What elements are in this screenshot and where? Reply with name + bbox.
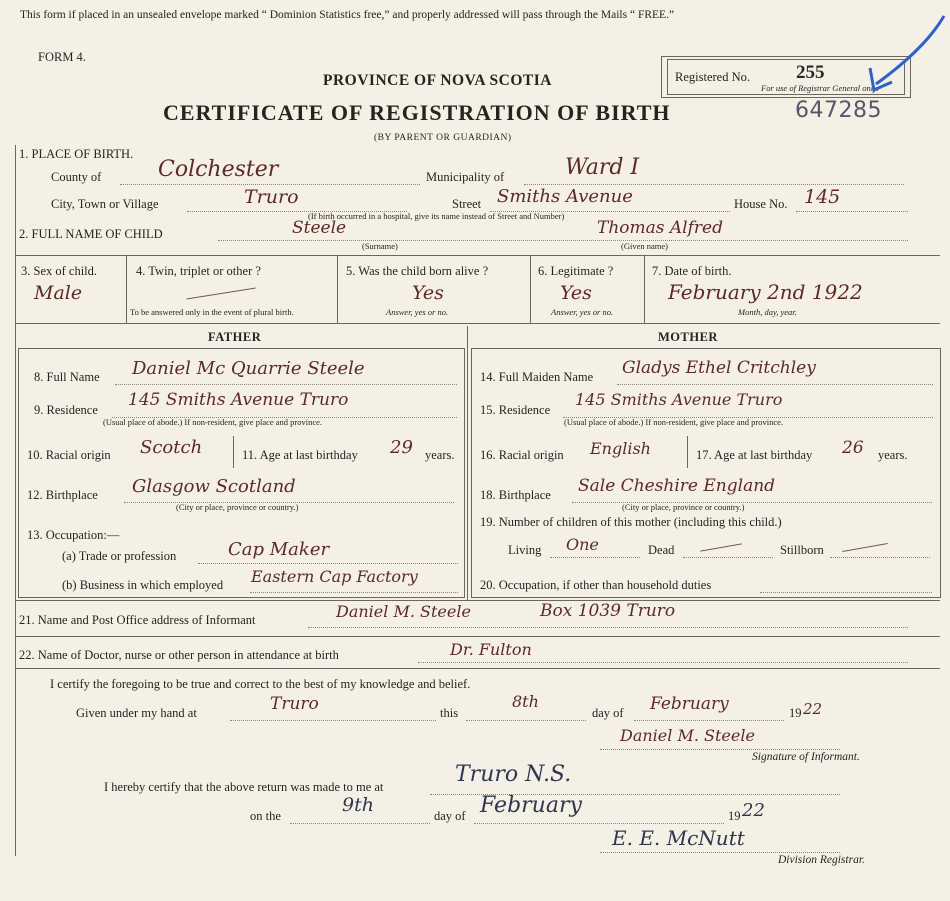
mother-occupation-label: 20. Occupation, if other than household duties <box>480 578 712 592</box>
hospital-note: (If birth occurred in a hospital, give its name instead of Street and Number) <box>308 211 565 221</box>
given-day: 8th <box>512 692 539 711</box>
twin-label: 4. Twin, triplet or other ? <box>136 264 261 278</box>
informant-name: Daniel M. Steele <box>336 602 471 621</box>
rule-after-name <box>15 255 940 256</box>
mother-birthplace: Sale Cheshire England <box>578 476 776 496</box>
trade-value: Cap Maker <box>228 539 330 560</box>
doctor-label: 22. Name of Doctor, nurse or other person in attendance at birth <box>19 648 339 662</box>
city-label: City, Town or Village <box>51 197 159 211</box>
place-of-birth-label: 1. PLACE OF BIRTH. <box>19 147 134 161</box>
registrar-month: February <box>480 793 582 818</box>
living-value: One <box>566 535 599 554</box>
given-year: 22 <box>803 700 823 718</box>
given-caption: (Given name) <box>621 241 668 251</box>
surname-caption: (Surname) <box>362 241 398 251</box>
date-caption: Month, day, year. <box>738 307 797 317</box>
mother-birthplace-note: (City or place, province or country.) <box>622 502 745 512</box>
rule-after-doctor <box>15 668 940 669</box>
given-place: Truro <box>270 694 319 714</box>
registrar-day-of-label: day of <box>434 809 466 823</box>
registrar-signature: E. E. McNutt <box>612 826 745 850</box>
street-value: Smiths Avenue <box>497 186 633 207</box>
date-value: February 2nd 1922 <box>668 280 863 304</box>
doctor-name: Dr. Fulton <box>450 640 532 659</box>
twin-note: To be answered only in the event of plural birth. <box>130 307 294 317</box>
business-label: (b) Business in which employed <box>62 578 224 592</box>
registered-no-label: Registered No. <box>675 70 750 84</box>
father-birthplace-note: (City or place, province or country.) <box>176 502 299 512</box>
given-label: Given under my hand at <box>76 706 197 720</box>
alive-value: Yes <box>412 282 444 304</box>
mother-racial: English <box>590 439 651 458</box>
informant-label: 21. Name and Post Office address of Informant <box>19 613 256 627</box>
father-birthplace-label: 12. Birthplace <box>27 488 98 502</box>
certify-statement: I certify the foregoing to be true and correct to the best of my knowledge and belief. <box>50 677 471 691</box>
municipality-label: Municipality of <box>426 170 505 184</box>
street-label: Street <box>452 197 482 211</box>
mother-age: 26 <box>842 438 864 458</box>
on-label: on the <box>250 809 281 823</box>
certificate-subtitle: (BY PARENT OR GUARDIAN) <box>374 133 512 143</box>
father-years: years. <box>425 448 455 462</box>
mother-age-label: 17. Age at last birthday <box>696 448 813 462</box>
father-residence-label: 9. Residence <box>34 403 98 417</box>
registrar-year-prefix: 19 <box>728 809 741 823</box>
registrar-day: 9th <box>342 794 374 816</box>
registrar-year: 22 <box>742 800 765 821</box>
sex-value: Male <box>34 282 83 304</box>
twin-dash <box>186 288 255 300</box>
form-number: FORM 4. <box>38 50 86 64</box>
rule-after-parents <box>15 600 940 601</box>
date-label: 7. Date of birth. <box>652 264 732 278</box>
registrar-only-note: For use of Registrar General only. <box>761 83 879 93</box>
sex-label: 3. Sex of child. <box>21 264 98 278</box>
this-label: this <box>440 706 459 720</box>
alive-label: 5. Was the child born alive ? <box>346 264 489 278</box>
alive-caption: Answer, yes or no. <box>386 307 449 317</box>
registered-number: 255 <box>796 62 825 83</box>
registrar-signature-caption: Division Registrar. <box>778 854 865 866</box>
stamped-number: 647285 <box>795 98 882 123</box>
informant-signature-caption: Signature of Informant. <box>752 751 860 763</box>
father-name: Daniel Mc Quarrie Steele <box>132 358 365 379</box>
municipality-value: Ward I <box>565 155 640 180</box>
living-label: Living <box>508 543 542 557</box>
county-label: County of <box>51 170 102 184</box>
business-value: Eastern Cap Factory <box>251 567 418 586</box>
mail-notice: This form if placed in an unsealed envelope marked “ Dominion Statistics free,” and properly addressed will pass through the Mails “ FREE.” <box>20 9 675 21</box>
children-count-label: 19. Number of children of this mother (including this child.) <box>480 515 782 529</box>
city-value: Truro <box>244 186 299 208</box>
legitimate-value: Yes <box>560 282 592 304</box>
province-heading: PROVINCE OF NOVA SCOTIA <box>323 72 552 89</box>
frame-left <box>15 145 16 856</box>
father-racial-label: 10. Racial origin <box>27 448 111 462</box>
county-value: Colchester <box>158 157 279 182</box>
given-year-prefix: 19 <box>789 706 802 720</box>
given-day-of-label: day of <box>592 706 624 720</box>
legitimate-caption: Answer, yes or no. <box>551 307 614 317</box>
mother-residence-label: 15. Residence <box>480 403 551 417</box>
informant-address: Box 1039 Truro <box>540 601 676 621</box>
father-age-label: 11. Age at last birthday <box>242 448 358 462</box>
mother-residence: 145 Smiths Avenue Truro <box>575 390 783 409</box>
mother-birthplace-label: 18. Birthplace <box>480 488 551 502</box>
given-month: February <box>650 694 729 714</box>
house-label: House No. <box>734 197 788 211</box>
house-value: 145 <box>804 186 841 208</box>
registrar-place: Truro N.S. <box>455 762 572 787</box>
mother-heading: MOTHER <box>658 330 718 344</box>
child-name-label: 2. FULL NAME OF CHILD <box>19 227 163 241</box>
stillborn-label: Stillborn <box>780 543 824 557</box>
mother-name-label: 14. Full Maiden Name <box>480 370 594 384</box>
rule-after-row3 <box>15 323 940 324</box>
dead-label: Dead <box>648 543 675 557</box>
check-arrow-icon <box>860 12 948 96</box>
informant-signature: Daniel M. Steele <box>620 726 755 745</box>
father-residence: 145 Smiths Avenue Truro <box>128 390 349 410</box>
child-surname: Steele <box>292 218 347 238</box>
legitimate-label: 6. Legitimate ? <box>538 264 614 278</box>
occupation-label: 13. Occupation:— <box>27 528 120 542</box>
father-birthplace: Glasgow Scotland <box>132 476 296 497</box>
certificate-title: CERTIFICATE OF REGISTRATION OF BIRTH <box>163 100 671 125</box>
rule-after-informant <box>15 636 940 637</box>
trade-label: (a) Trade or profession <box>62 549 177 563</box>
father-racial: Scotch <box>140 437 203 458</box>
mother-years: years. <box>878 448 908 462</box>
father-name-label: 8. Full Name <box>34 370 100 384</box>
mother-name: Gladys Ethel Critchley <box>622 358 816 378</box>
mother-panel <box>471 348 941 598</box>
child-given-name: Thomas Alfred <box>597 218 723 238</box>
father-residence-note: (Usual place of abode.) If non-resident, give place and province. <box>103 417 323 427</box>
father-age: 29 <box>390 437 413 458</box>
mother-residence-note: (Usual place of abode.) If non-resident, give place and province. <box>564 417 784 427</box>
registrar-statement: I hereby certify that the above return was made to me at <box>104 780 384 794</box>
father-heading: FATHER <box>208 330 262 344</box>
mother-racial-label: 16. Racial origin <box>480 448 564 462</box>
